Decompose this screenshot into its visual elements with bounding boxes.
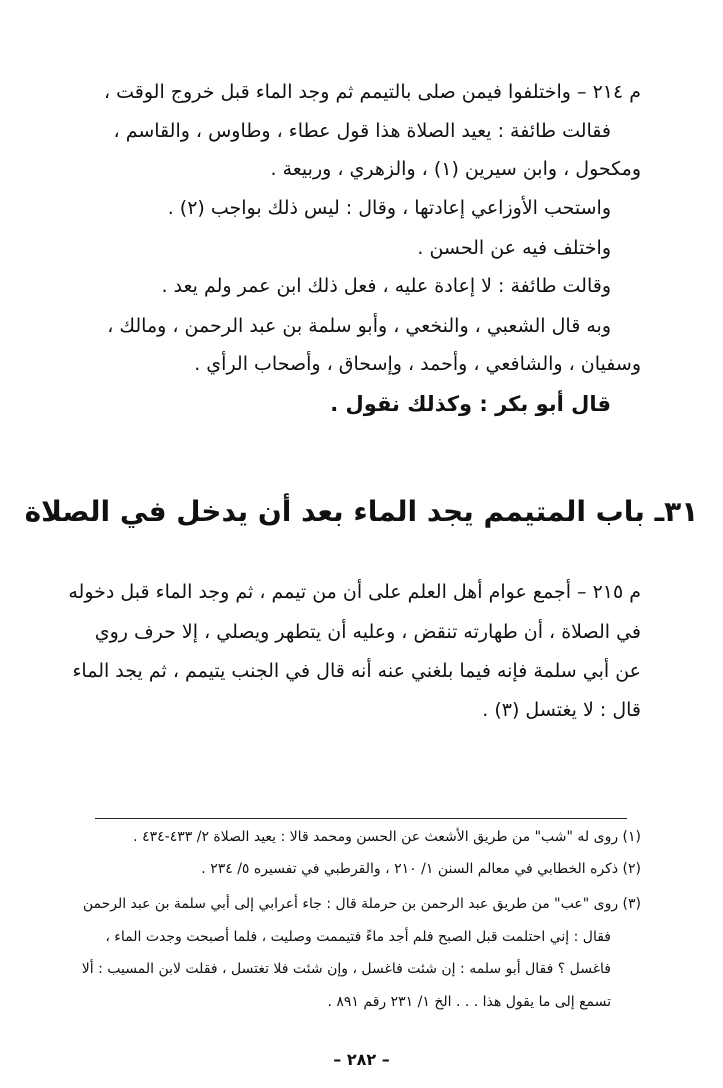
footnote-3-line-1: (٣) روى "عب" من طريق عبد الرحمن بن حرملة قال : جاء أعرابي إلى أبي سلمة بن عبد الرحمن (82, 896, 641, 912)
section-214-line-5: واختلف فيه عن الحسن . (417, 237, 611, 259)
section-215-line-1: م ٢١٥ – أجمع عوام أهل العلم على أن من تيمم ، ثم وجد الماء قبل دخوله (68, 581, 641, 603)
section-214-line-8: وسفيان ، والشافعي ، وأحمد ، وإسحاق ، وأصحاب الرأي . (194, 353, 641, 375)
section-215-line-2: في الصلاة ، أن طهارته تنقض ، وعليه أن يتطهر ويصلي ، إلا حرف روي (94, 621, 641, 643)
section-215-line-3: عن أبي سلمة فإنه فيما بلغني عنه أنه قال في الجنب يتيمم ، ثم يجد الماء (72, 660, 641, 682)
page-number: – ٢٨٢ – (333, 1050, 390, 1069)
section-214-line-4: واستحب الأوزاعي إعادتها ، وقال : ليس ذلك بواجب (٢) . (167, 197, 611, 219)
section-215-line-4: قال : لا يغتسل (٣) . (482, 699, 641, 721)
section-214-line-3: ومكحول ، وابن سيرين (١) ، والزهري ، وربيعة . (270, 158, 641, 180)
section-214-line-7: وبه قال الشعبي ، والنخعي ، وأبو سلمة بن عبد الرحمن ، ومالك ، (107, 315, 611, 337)
section-214-line-1: م ٢١٤ – واختلفوا فيمن صلى بالتيمم ثم وجد الماء قبل خروج الوقت ، (103, 81, 641, 103)
footnote-2: (٢) ذكره الخطابي في معالم السنن ١/ ٢١٠ ، والقرطبي في تفسيره ٥/ ٢٣٤ . (201, 861, 641, 877)
footnote-3-line-2: فقال : إني احتلمت قبل الصبح فلم أجد ماءً فتيممت وصليت ، فلما أصبحت وجدت الماء ، (105, 929, 611, 945)
footnote-divider (95, 818, 627, 819)
section-214-line-2: فقالت طائفة : يعيد الصلاة هذا قول عطاء ، وطاوس ، والقاسم ، (113, 120, 611, 142)
chapter-heading: ٣١ـ باب المتيمم يجد الماء بعد أن يدخل في الصلاة (24, 495, 699, 528)
footnote-1: (١) روى له "شب" من طريق الأشعث عن الحسن ومحمد قالا : يعيد الصلاة ٢/ ٤٣٣-٤٣٤ . (133, 829, 641, 845)
footnote-3-line-3: فاغسل ؟ فقال أبو سلمه : إن شئت فاغسل ، وإن شئت فلا تغتسل ، فقلت لابن المسيب : ألا (81, 961, 611, 977)
footnote-3-line-4: تسمع إلى ما يقول هذا . . . الخ ١/ ٢٣١ رقم ٨٩١ . (327, 994, 611, 1010)
abu-bakr-statement: قال أبو بكر : وكذلك نقول . (330, 392, 611, 416)
section-214-line-6: وقالت طائفة : لا إعادة عليه ، فعل ذلك ابن عمر ولم يعد . (161, 275, 611, 297)
